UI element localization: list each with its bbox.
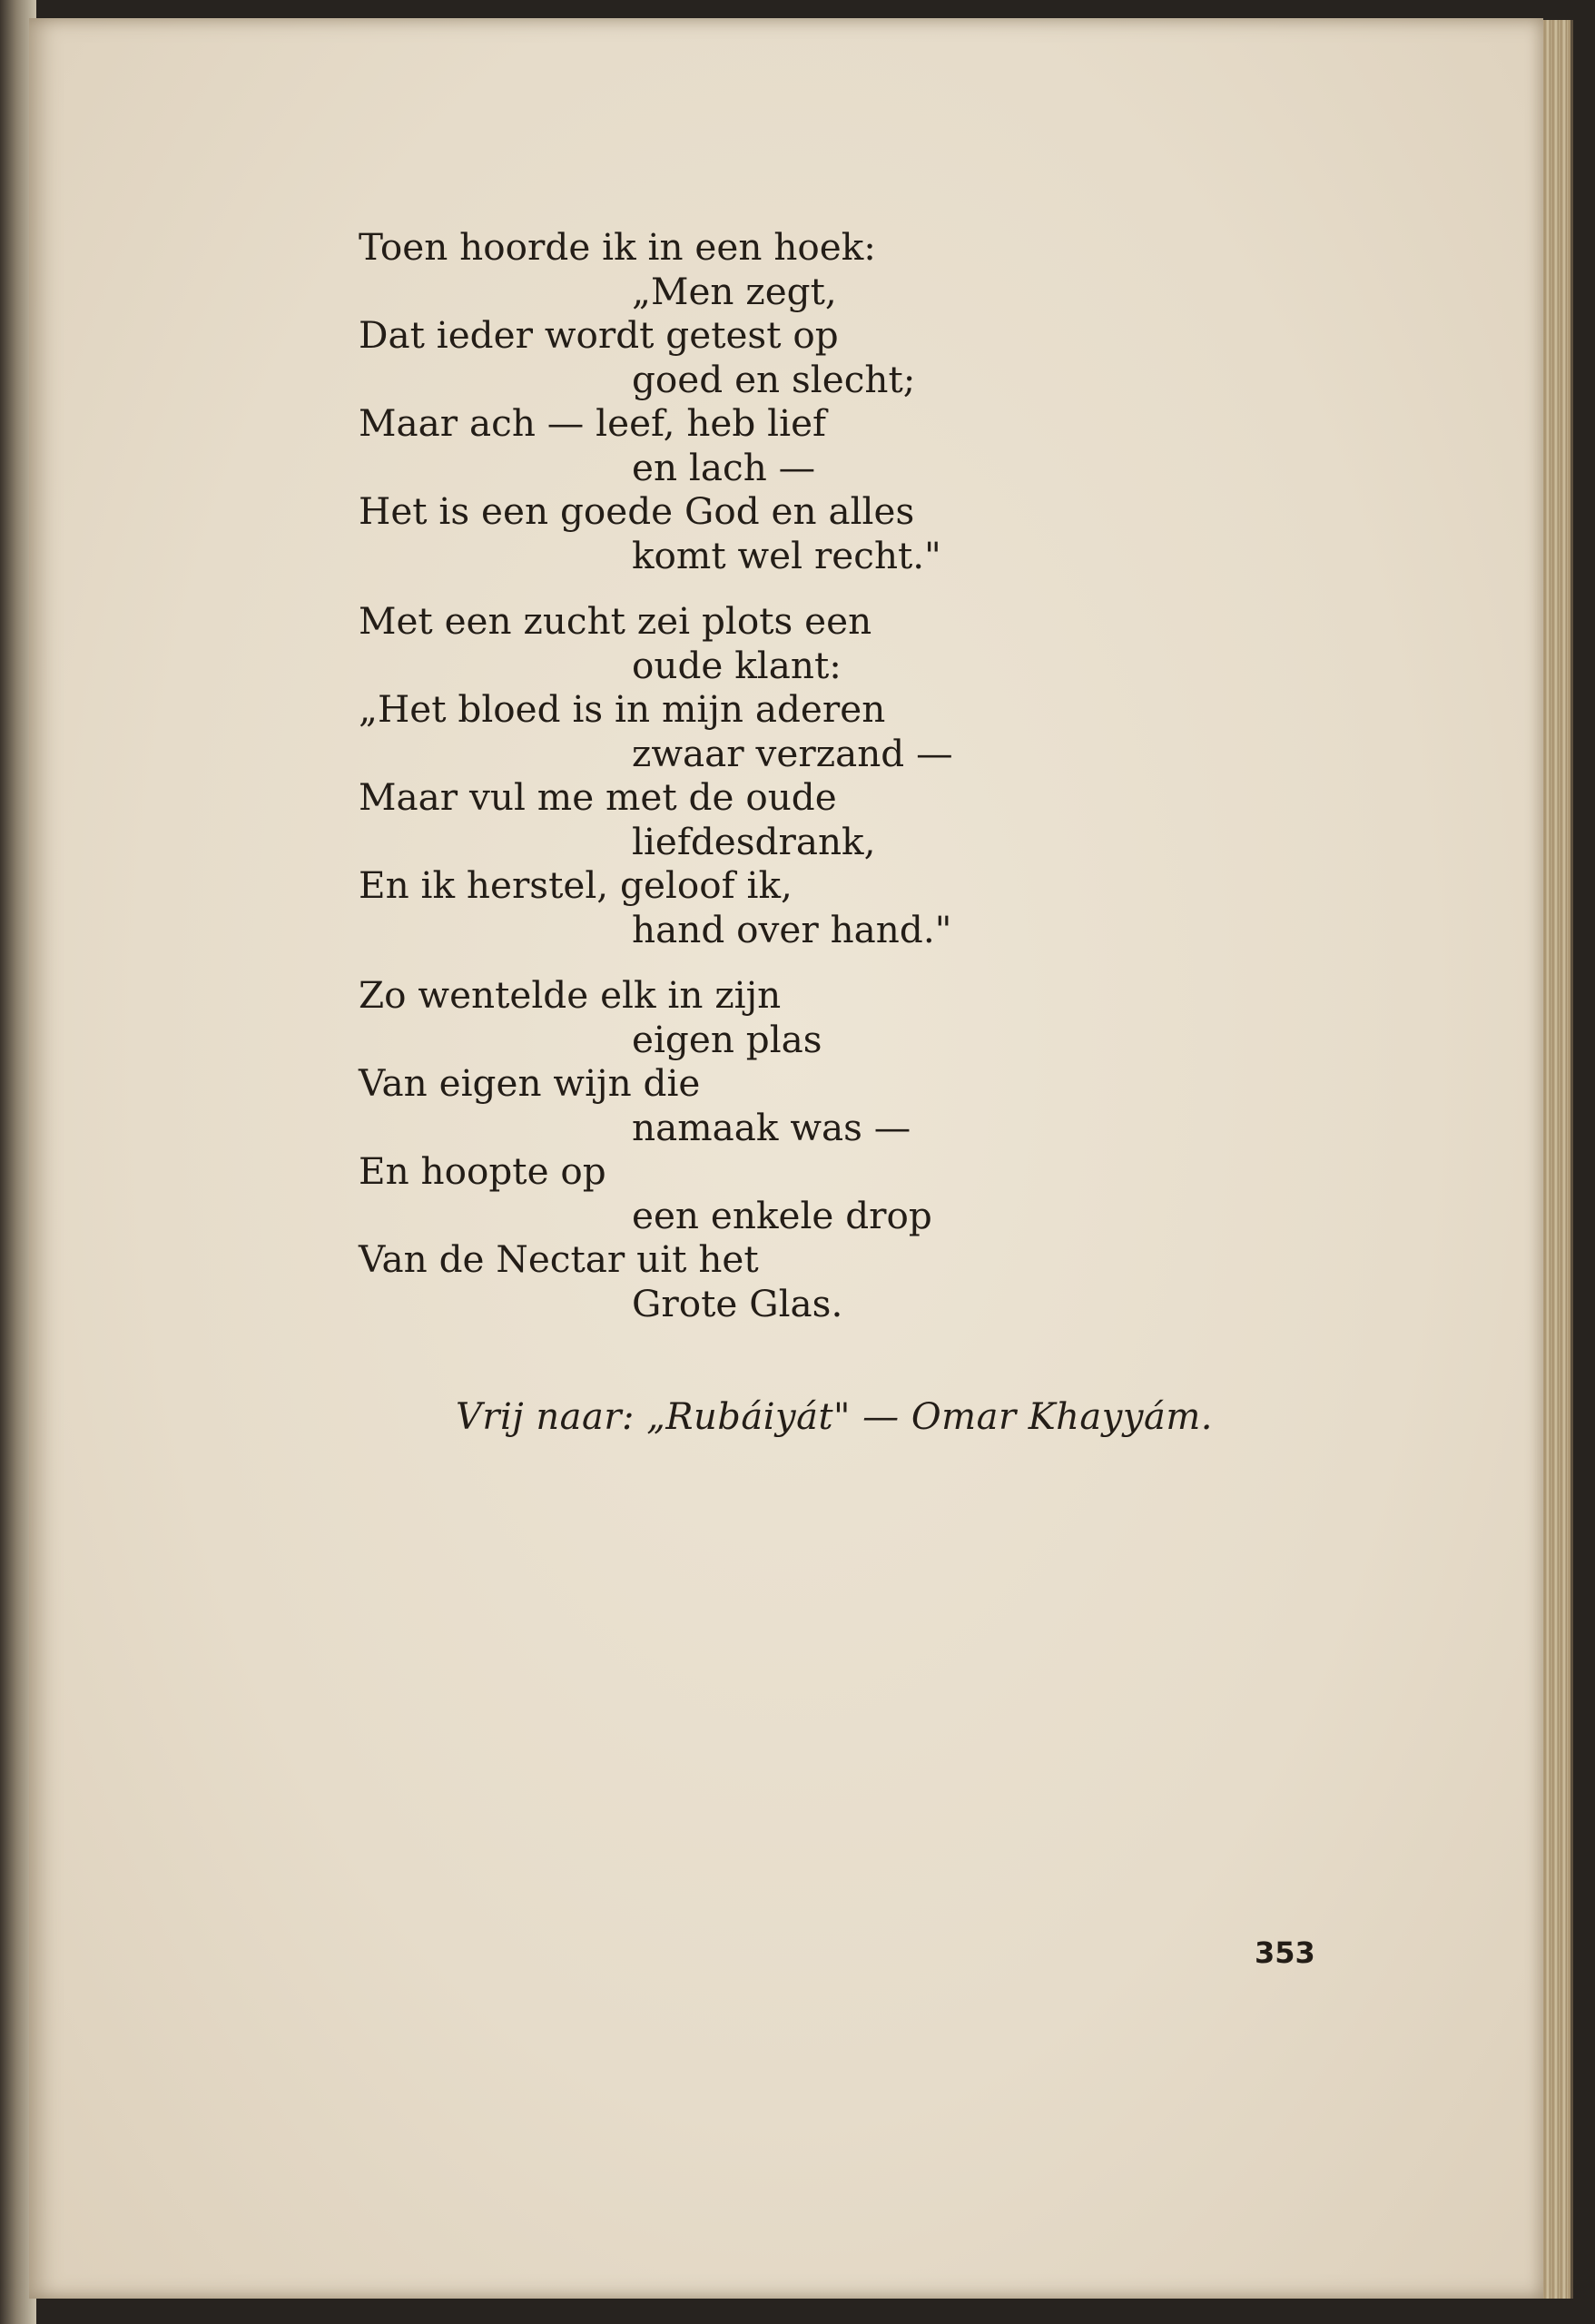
poem-line: Toen hoorde ik in een hoek: [359, 225, 876, 269]
poem-line: Het is een goede God en alles [359, 489, 915, 533]
poem-line: oude klant: [632, 643, 842, 687]
attribution: Vrij naar: „Rubáiyát" — Omar Khayyám. [456, 1396, 1213, 1438]
poem [359, 225, 1357, 1347]
poem-line: en lach — [632, 445, 816, 489]
poem-line: En hoopte op [359, 1149, 606, 1193]
poem-line: Zo wentelde elk in zijn [359, 973, 782, 1017]
poem-line: Met een zucht zei plots een [359, 599, 872, 643]
poem-line: een enkele drop [632, 1193, 932, 1237]
stanza-3 [359, 973, 1357, 1325]
poem-line: eigen plas [632, 1017, 822, 1061]
poem-line: En ik herstel, geloof ik, [359, 863, 793, 907]
page-number: 353 [1255, 1935, 1315, 1970]
poem-line: Grote Glas. [632, 1281, 843, 1325]
poem-line: Van de Nectar uit het [359, 1237, 759, 1281]
poem-line: Van eigen wijn die [359, 1061, 701, 1105]
poem-line: Maar vul me met de oude [359, 775, 837, 819]
stanza-2 [359, 599, 1357, 951]
poem-line: Maar ach — leef, heb lief [359, 401, 827, 445]
poem-line: „Men zegt, [632, 269, 837, 313]
poem-line: zwaar verzand — [632, 731, 953, 775]
poem-line: liefdesdrank, [632, 819, 876, 863]
poem-line: Dat ieder wordt getest op [359, 313, 839, 357]
poem-line: namaak was — [632, 1105, 911, 1149]
page [29, 18, 1543, 2299]
poem-line: komt wel recht." [632, 533, 941, 577]
poem-line: goed en slecht; [632, 357, 916, 401]
stanza-1 [359, 225, 1357, 577]
poem-line: hand over hand." [632, 907, 952, 951]
poem-line: „Het bloed is in mijn aderen [359, 687, 886, 731]
